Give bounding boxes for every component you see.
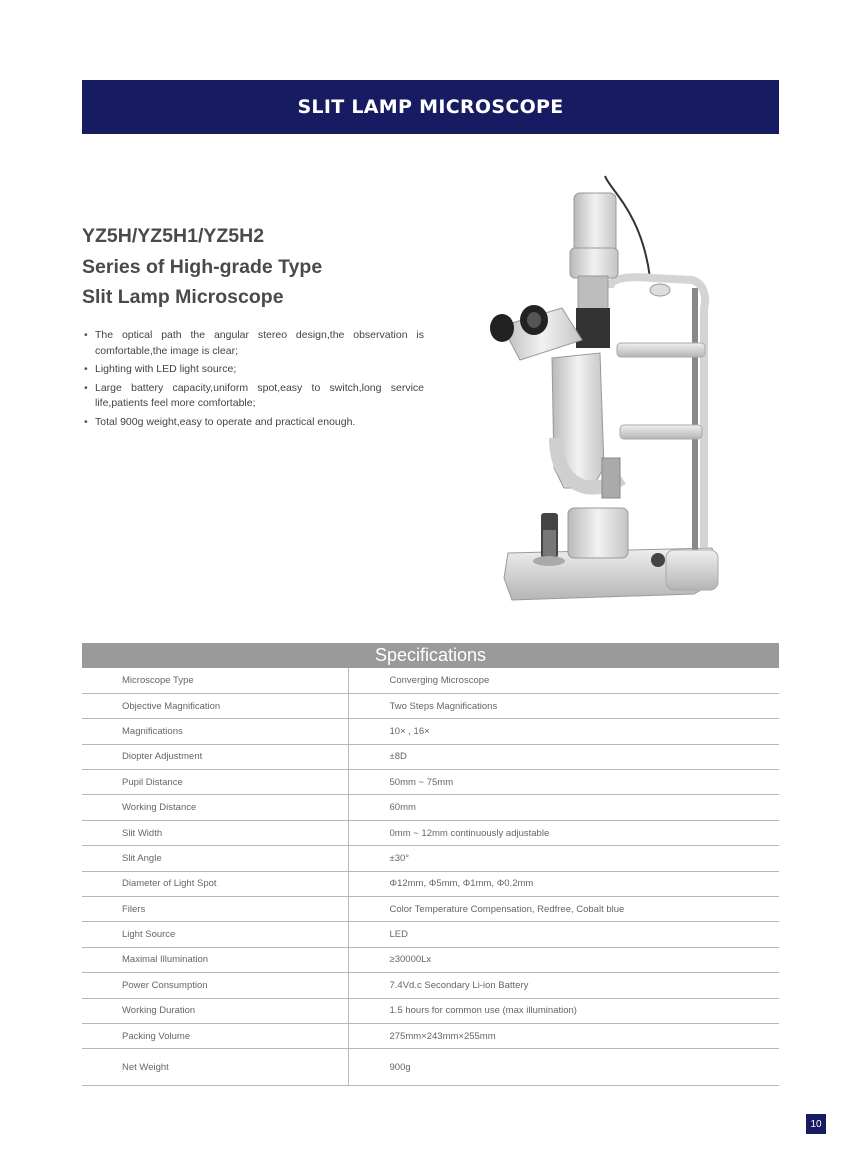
spec-label: Packing Volume: [82, 1023, 348, 1048]
product-model: YZ5H/YZ5H1/YZ5H2: [82, 225, 265, 247]
table-row: [82, 693, 779, 718]
table-row: [82, 1049, 779, 1086]
page-title: SLIT LAMP MICROSCOPE: [297, 96, 564, 118]
specifications-header: [82, 643, 779, 668]
page-number: 10: [806, 1114, 826, 1134]
spec-label: Working Distance: [82, 795, 348, 820]
table-row: [82, 871, 779, 896]
table-row: [82, 744, 779, 769]
spec-label: Net Weight: [82, 1049, 348, 1086]
spec-value: 60mm: [348, 795, 779, 820]
table-row: [82, 795, 779, 820]
feature-item: • Total 900g weight,easy to operate and practical enough.: [82, 415, 424, 431]
spec-value: LED: [348, 922, 779, 947]
spec-label: Diopter Adjustment: [82, 744, 348, 769]
product-name: Slit Lamp Microscope: [82, 286, 284, 308]
spec-value: Converging Microscope: [348, 668, 779, 693]
spec-value: Color Temperature Compensation, Redfree, Cobalt blue: [348, 897, 779, 922]
table-row: [82, 998, 779, 1023]
slit-lamp-image: [482, 168, 732, 608]
table-row: [82, 922, 779, 947]
table-row: [82, 719, 779, 744]
table-row: [82, 897, 779, 922]
spec-value: ≥30000Lx: [348, 947, 779, 972]
table-row: [82, 947, 779, 972]
spec-label: Power Consumption: [82, 973, 348, 998]
table-row: [82, 1023, 779, 1048]
spec-label: Microscope Type: [82, 668, 348, 693]
product-heading: [82, 221, 442, 313]
spec-label: Slit Angle: [82, 846, 348, 871]
spec-value: ±8D: [348, 744, 779, 769]
product-series: Series of High-grade Type: [82, 255, 323, 278]
spec-label: Filers: [82, 897, 348, 922]
spec-value: 10× , 16×: [348, 719, 779, 744]
spec-label: Objective Magnification: [82, 693, 348, 718]
spec-label: Maximal Illumination: [82, 947, 348, 972]
spec-value: 900g: [348, 1049, 779, 1086]
spec-value: 7.4Vd.c Secondary Li-ion Battery: [348, 973, 779, 998]
feature-item: • Lighting with LED light source;: [82, 362, 424, 378]
table-row: [82, 770, 779, 795]
spec-value: 50mm ~ 75mm: [348, 770, 779, 795]
table-row: [82, 820, 779, 845]
spec-value: Two Steps Magnifications: [348, 693, 779, 718]
feature-item: • The optical path the angular stereo design,the observation is comfortable,the image is clear;: [82, 328, 424, 359]
spec-label: Diameter of Light Spot: [82, 871, 348, 896]
spec-value: 1.5 hours for common use (max illumination): [348, 998, 779, 1023]
specifications-table: [82, 668, 779, 1086]
spec-value: Φ12mm, Φ5mm, Φ1mm, Φ0.2mm: [348, 871, 779, 896]
feature-list: [82, 328, 424, 433]
specifications-title: Specifications: [374, 645, 487, 665]
spec-value: 275mm×243mm×255mm: [348, 1023, 779, 1048]
spec-label: Working Duration: [82, 998, 348, 1023]
spec-label: Pupil Distance: [82, 770, 348, 795]
feature-item: • Large battery capacity,uniform spot,easy to switch,long service life,patients feel more comfortable;: [82, 381, 424, 412]
spec-value: 0mm ~ 12mm continuously adjustable: [348, 820, 779, 845]
table-row: [82, 846, 779, 871]
spec-value: ±30°: [348, 846, 779, 871]
spec-label: Magnifications: [82, 719, 348, 744]
table-row: [82, 668, 779, 693]
title-banner: [82, 80, 779, 134]
spec-label: Light Source: [82, 922, 348, 947]
spec-label: Slit Width: [82, 820, 348, 845]
table-row: [82, 973, 779, 998]
